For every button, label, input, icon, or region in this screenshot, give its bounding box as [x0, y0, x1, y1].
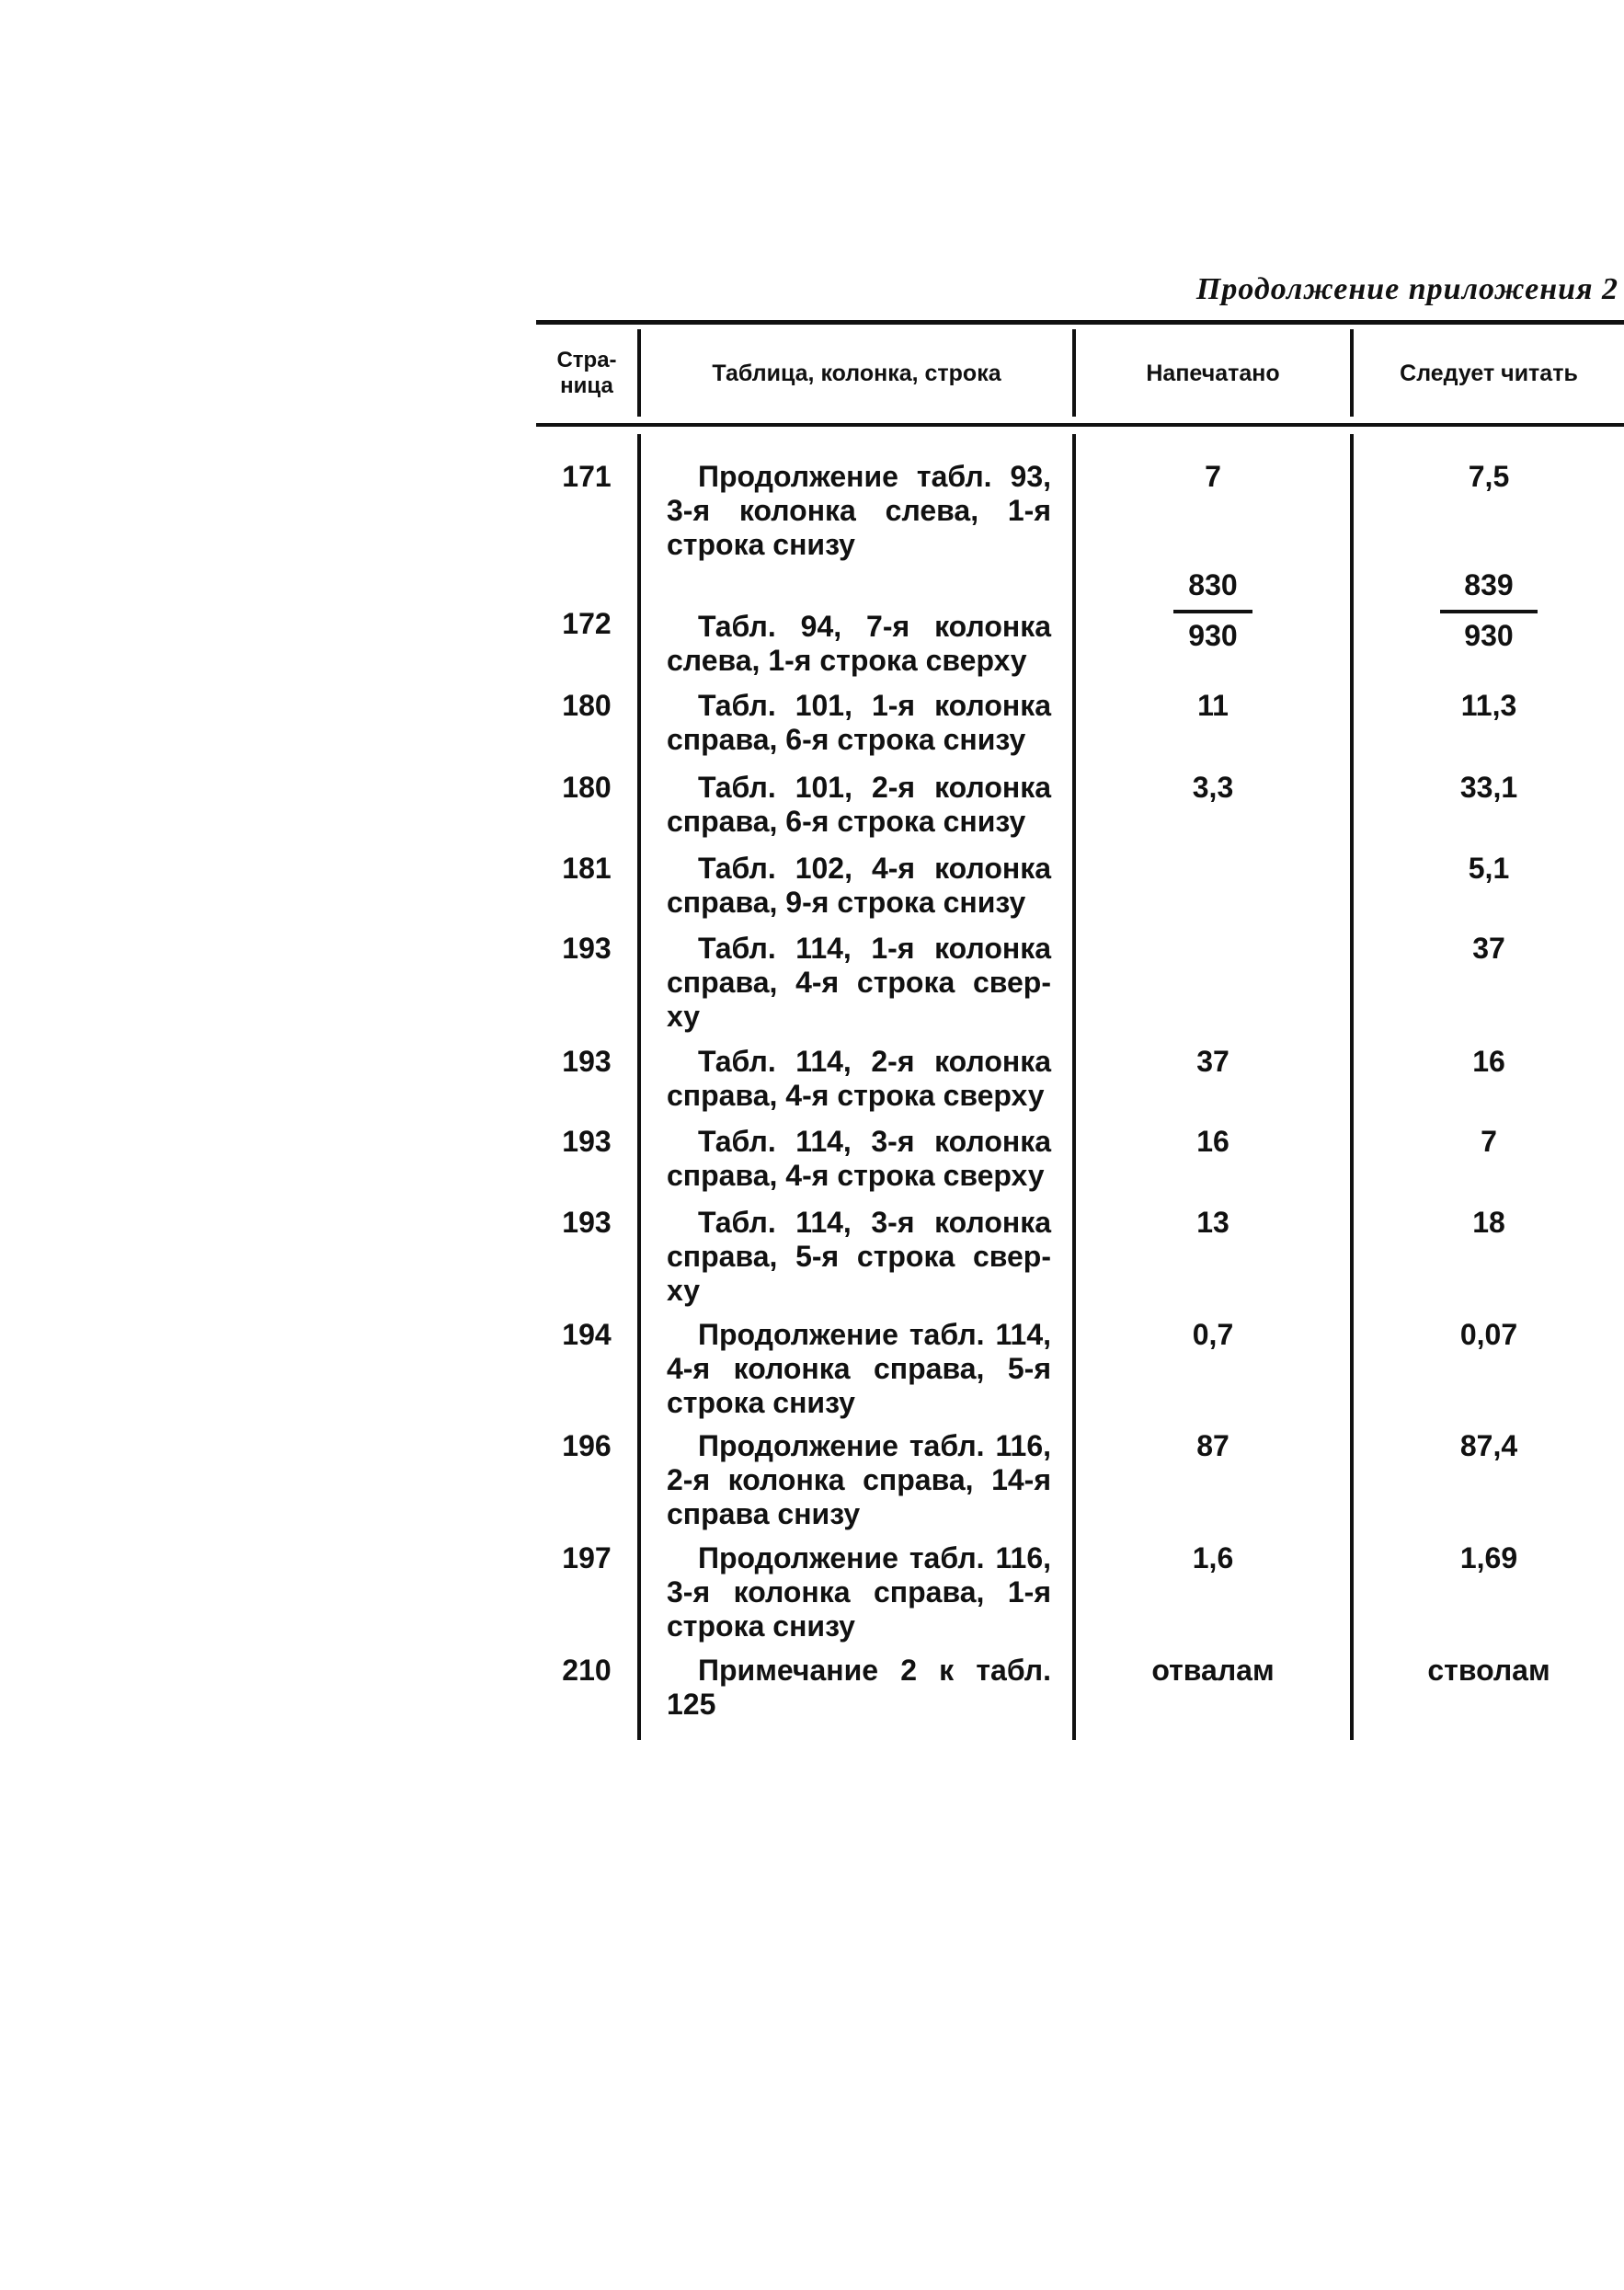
header-page-label [556, 348, 616, 399]
row-printed: 3,3 [1192, 771, 1234, 804]
header-page [536, 331, 637, 416]
row-page: 194 [562, 1318, 612, 1351]
row-printed: 13 [1196, 1206, 1229, 1239]
row-page: 180 [562, 771, 612, 804]
row-page: 193 [562, 1125, 612, 1158]
row-location: Табл. 114, 2-я колонка справа, 4-я строка сверху [667, 1045, 1051, 1112]
row-printed: 7 [1205, 460, 1221, 493]
row-printed: отвалам [1151, 1654, 1275, 1687]
row-correct: 16 [1472, 1045, 1505, 1078]
row-page: 196 [562, 1429, 612, 1462]
header-location [641, 331, 1072, 416]
row-correct: стволам [1427, 1654, 1550, 1687]
row-correct: 11,3 [1460, 689, 1517, 722]
row-location: Табл. 102, 4-я колонка справа, 9-я строка снизу [667, 852, 1051, 919]
row-page: 180 [562, 689, 612, 722]
row-printed: 87 [1196, 1429, 1229, 1462]
fraction-numerator: 839 [1464, 568, 1514, 601]
row-correct: 37 [1472, 932, 1505, 965]
row-location: Табл. 101, 2-я колонка справа, 6-я строка снизу [667, 771, 1051, 838]
fraction-denominator: 930 [1188, 619, 1238, 652]
fraction-bar [1173, 610, 1252, 613]
row-printed: 16 [1196, 1125, 1229, 1158]
row-page: 172 [562, 607, 612, 640]
header-correct [1354, 331, 1624, 416]
row-correct: 5,1 [1468, 852, 1510, 885]
table-top-rule [536, 320, 1624, 325]
row-location: Табл. 114, 3-я колонка справа, 4-я строка сверху [667, 1125, 1051, 1192]
row-correct: 7 [1481, 1125, 1497, 1158]
header-correct-label: Следует читать [1400, 361, 1578, 386]
row-page: 181 [562, 852, 612, 885]
row-page: 210 [562, 1654, 612, 1687]
row-correct: 7,5 [1468, 460, 1510, 493]
row-location: Табл. 114, 1-я колонка справа, 4-я строка свер-ху [667, 932, 1051, 1033]
column-divider [637, 434, 641, 1740]
row-printed [1076, 568, 1350, 653]
row-page: 193 [562, 932, 612, 965]
printed-fraction [1173, 568, 1252, 653]
header-page-text: Стра- ница [556, 348, 617, 398]
row-correct: 1,69 [1459, 1541, 1518, 1574]
header-printed [1076, 331, 1350, 416]
row-page: 171 [562, 460, 612, 493]
row-location: Табл. 101, 1-я колонка справа, 6-я строка снизу [667, 689, 1051, 756]
header-printed-label: Напечатано [1146, 361, 1280, 386]
row-page: 197 [562, 1541, 612, 1574]
row-printed: 0,7 [1192, 1318, 1234, 1351]
row-correct: 33,1 [1459, 771, 1518, 804]
row-location: Примечание 2 к табл. 125 [667, 1654, 1051, 1721]
page-heading: Продолжение приложения 2 [1195, 272, 1618, 306]
row-location: Продолжение табл. 116, 2-я колонка справа, 14-я справа снизу [667, 1429, 1051, 1530]
row-printed: 1,6 [1192, 1541, 1234, 1574]
fraction-denominator: 930 [1464, 619, 1514, 652]
row-location: Табл. 114, 3-я колонка справа, 5-я строка свер-ху [667, 1206, 1051, 1307]
row-correct: 87,4 [1459, 1429, 1518, 1462]
row-printed: 37 [1196, 1045, 1229, 1078]
row-printed: 11 [1197, 689, 1229, 722]
header-location-label: Таблица, колонка, строка [712, 361, 1001, 386]
row-correct: 18 [1472, 1206, 1505, 1239]
row-location: Продолжение табл. 116, 3-я колонка справа, 1-я строка снизу [667, 1541, 1051, 1643]
row-location: Продолжение табл. 93, 3-я колонка слева, 1-я строка снизу [667, 460, 1051, 561]
fraction-bar [1440, 610, 1538, 613]
row-location: Табл. 94, 7-я колонка слева, 1-я строка сверху [667, 610, 1051, 677]
row-page: 193 [562, 1045, 612, 1078]
row-page: 193 [562, 1206, 612, 1239]
row-location: Продолжение табл. 114, 4-я колонка справа, 5-я строка снизу [667, 1318, 1051, 1419]
fraction-numerator: 830 [1188, 568, 1238, 601]
row-correct [1354, 568, 1624, 653]
correct-fraction [1440, 568, 1538, 653]
row-correct: 0,07 [1459, 1318, 1518, 1351]
table-header-rule [536, 423, 1624, 427]
errata-table [536, 320, 1624, 1741]
